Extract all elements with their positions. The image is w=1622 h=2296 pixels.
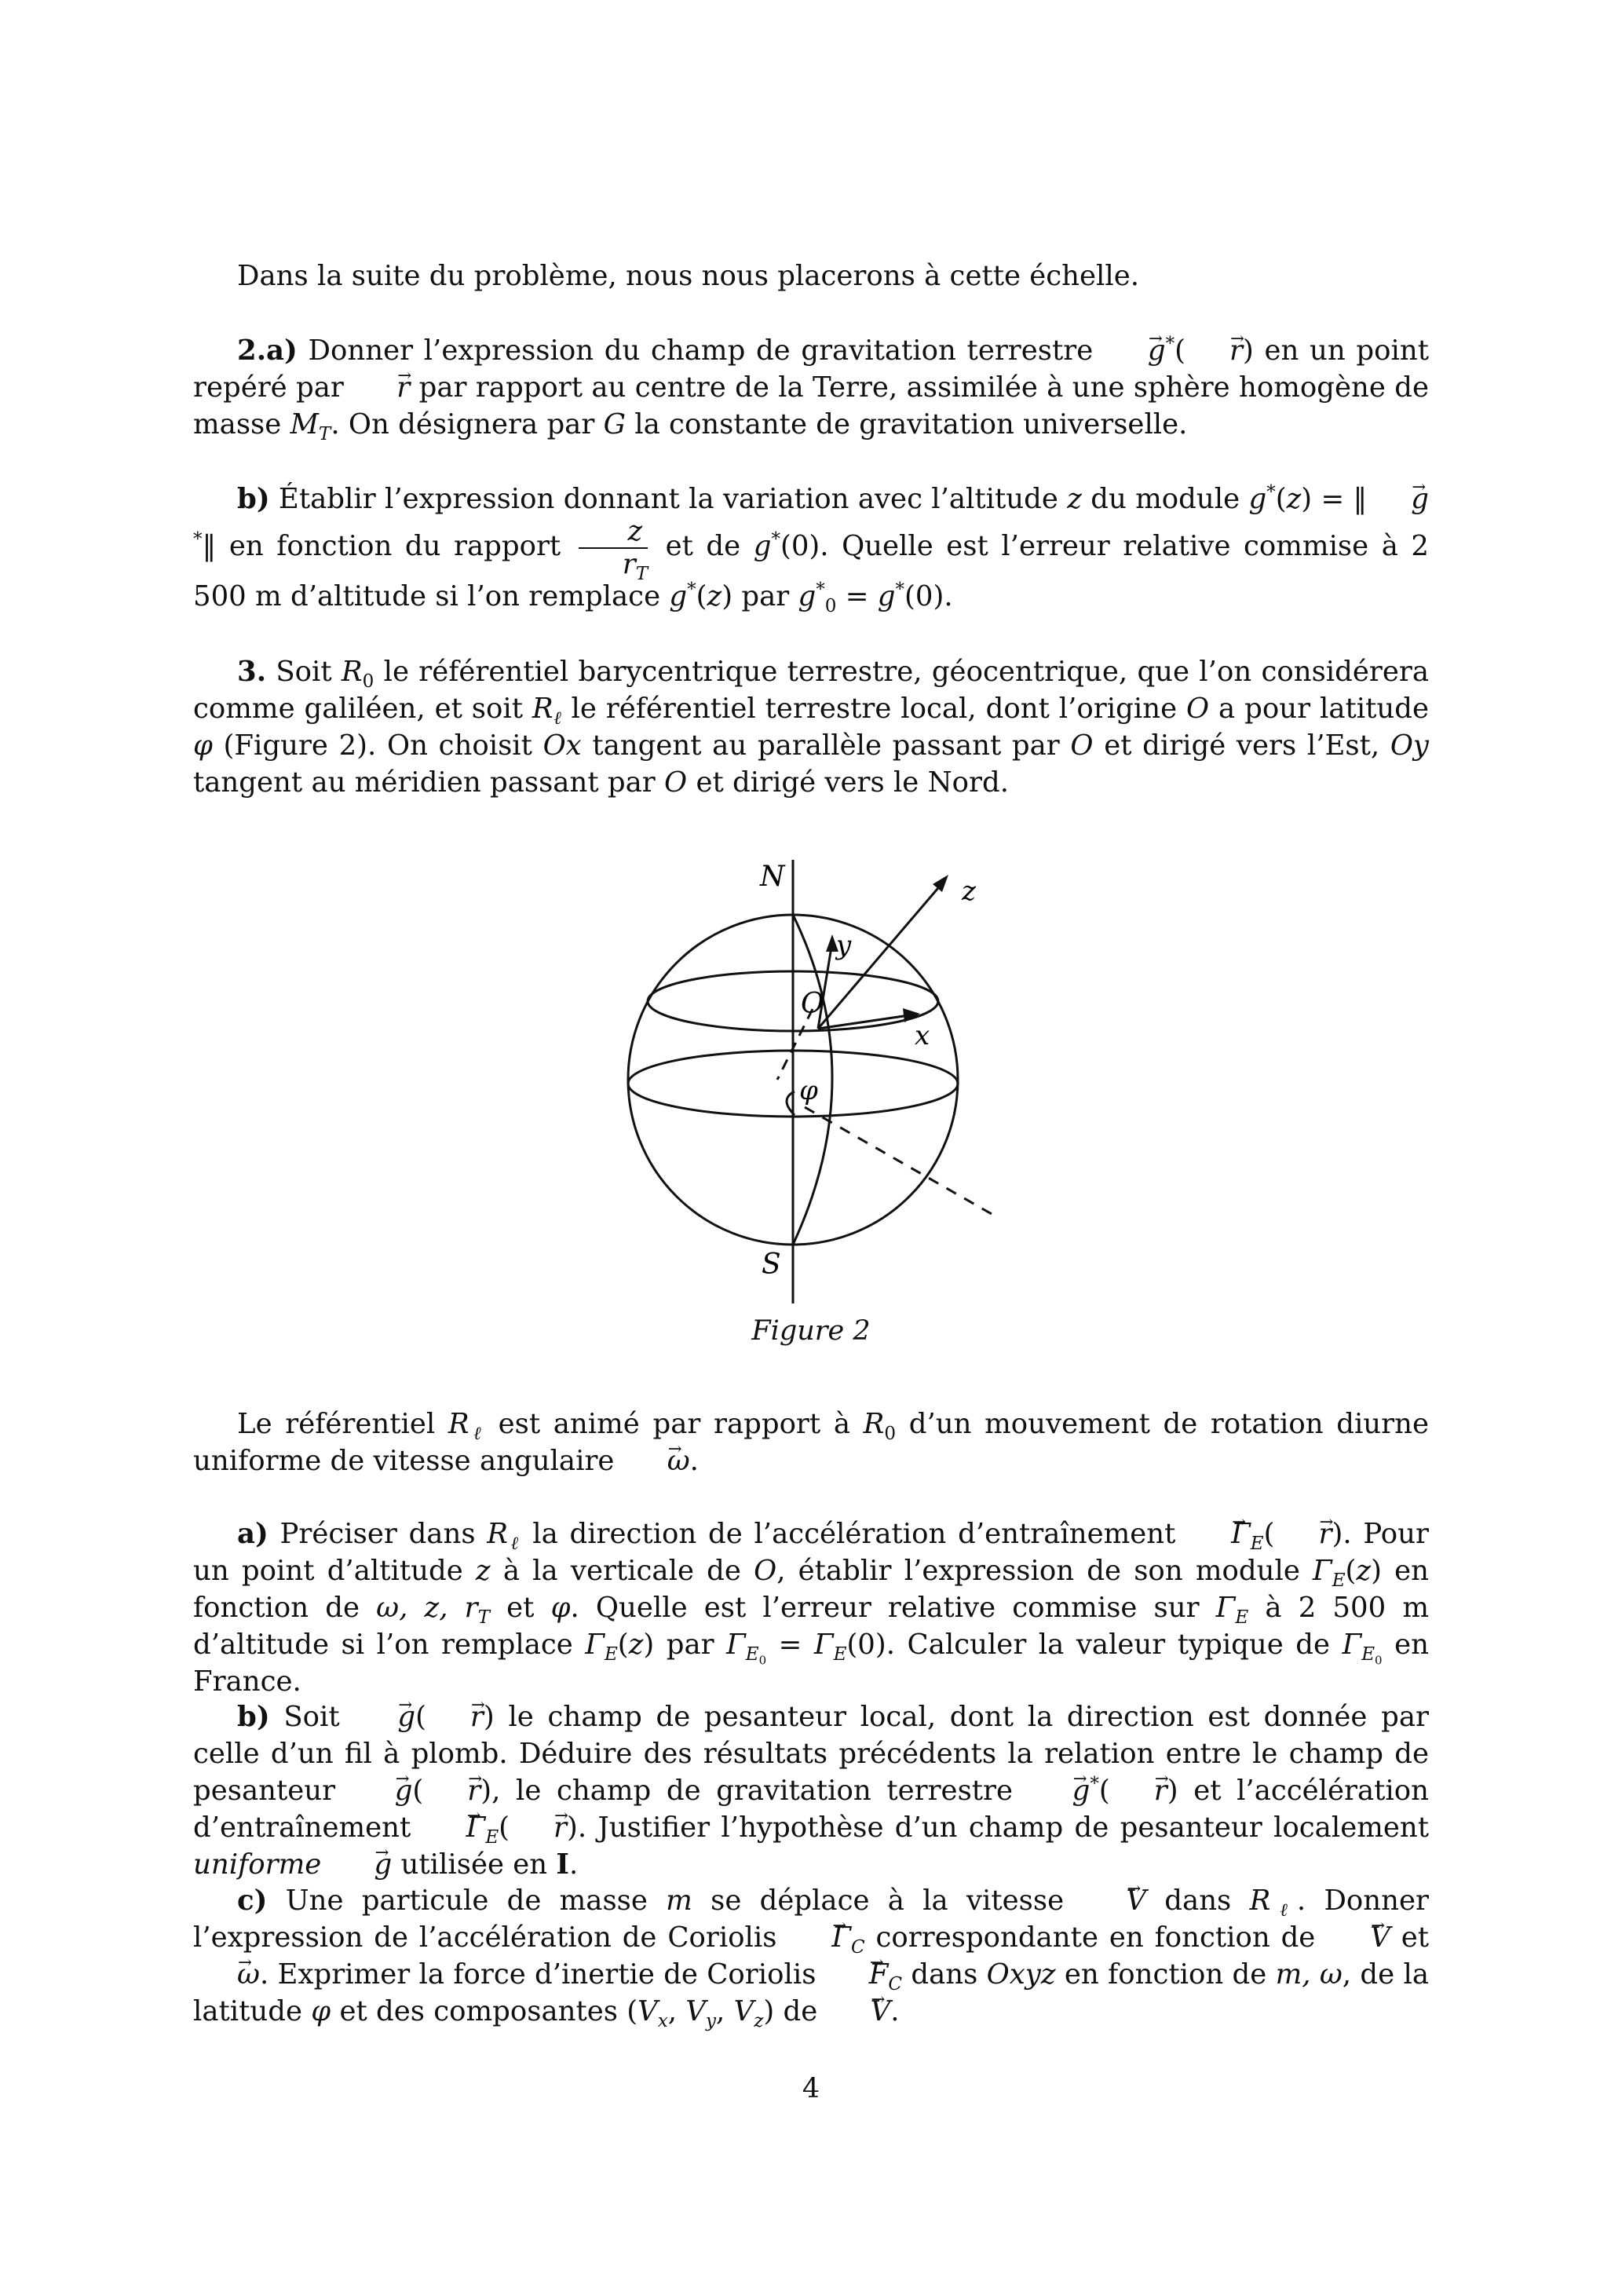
rotation-paragraph: Le référentiel $R_\ell$ est animé par rapport à $R_0$ d’un mouvement de rotation diurne uniforme de vitesse angulaire → ω. (193, 1406, 1429, 1479)
q3-label: 3. (237, 656, 267, 688)
label-y: y (836, 930, 852, 961)
earth-frame-diagram (612, 856, 1005, 1311)
question-3a: a) Préciser dans $R_\ell$ la direction de l’accélération d’entraînement → $\Gamma_E(\to r)$. Pour un point d’altitude z à la verticale de O, établir l’expression de son module $\Gamma_E(z)$ en fonction de ω, z, $r_T$ et φ. Quelle est l’erreur relative commise sur $\Gamma_E$ à 2 500 m d’altitude si l’on remplace $\Gamma_E(z)$ par $\Gamma_{E_0} = \Gamma_E(0)$. Calculer la valeur typique de $\Gamma_{E_0}$ en France. (193, 1515, 1429, 1700)
qa-label: a) (237, 1518, 269, 1550)
question-3b: b) Soit → g(→ r) le champ de pesanteur local, dont la direction est donnée par celle d’un fil à plomb. Déduire des résultats précédents la relation entre le champ de pesanteur → g(→ r), le champ de gravitation terrestre → g*(→ r) et l’accélération d’entraînement → $\Gamma_E(\to r)$. Justifier l’hypothèse d’un champ de pesanteur localement uniforme → g utilisée en I. (193, 1698, 1429, 1883)
radial-dash-outer (805, 1107, 997, 1217)
question-2b: b) Établir l’expression donnant la variation avec l’altitude z du module g*(z) = ‖→ g*‖ en fonction du rapport $\frac{z}{r_T}$ et de g*(0). Quelle est l’erreur relative commise à 2 500 m d’altitude si l’on remplace g*(z) par $g^*_0 = g^*(0)$. (193, 481, 1429, 615)
label-z: z (962, 876, 976, 907)
intro-paragraph: Dans la suite du problème, nous nous placerons à cette échelle. (237, 260, 1140, 292)
figure-caption: Figure 2 (751, 1315, 871, 1347)
label-south: S (762, 1249, 781, 1281)
question-3c: c) Une particule de masse m se déplace à la vitesse → V dans $R_\ell$. Donner l’expression de l’accélération de Coriolis → $\Gamma_C$ correspondante en fonction de → V et → ω. Exprimer la force d’inertie de Coriolis → $F_C$ dans Oxyz en fonction de m, ω, de la latitude φ et des composantes ($V_x$, $V_y$, $V_z$) de → V. (193, 1882, 1429, 2030)
label-origin: O (801, 988, 824, 1020)
label-x: x (915, 1020, 930, 1051)
z-arrowhead (933, 875, 948, 892)
label-north: N (760, 861, 785, 893)
q2a-label: 2.a) (237, 335, 298, 367)
question-2a: 2.a) Donner l’expression du champ de gravitation terrestre → g*(→ r) en un point repéré par → r par rapport au centre de la Terre, assimilée à une sphère homogène de masse $M_T$. On désignera par G la constante de gravitation universelle. (193, 332, 1429, 443)
qb-label: b) (237, 1701, 270, 1733)
page-number: 4 (802, 2073, 820, 2104)
label-phi: φ (799, 1075, 818, 1106)
qc-label: c) (237, 1885, 268, 1917)
question-3: 3. Soit $R_0$ le référentiel barycentrique terrestre, géocentrique, que l’on considérera comme galiléen, et soit $R_\ell$ le référentiel terrestre local, dont l’origine O a pour latitude φ (Figure 2). On choisit Ox tangent au parallèle passant par O et dirigé vers l’Est, Oy tangent au méridien passant par O et dirigé vers le Nord. (193, 656, 1430, 799)
q2b-label: b) (237, 483, 270, 515)
